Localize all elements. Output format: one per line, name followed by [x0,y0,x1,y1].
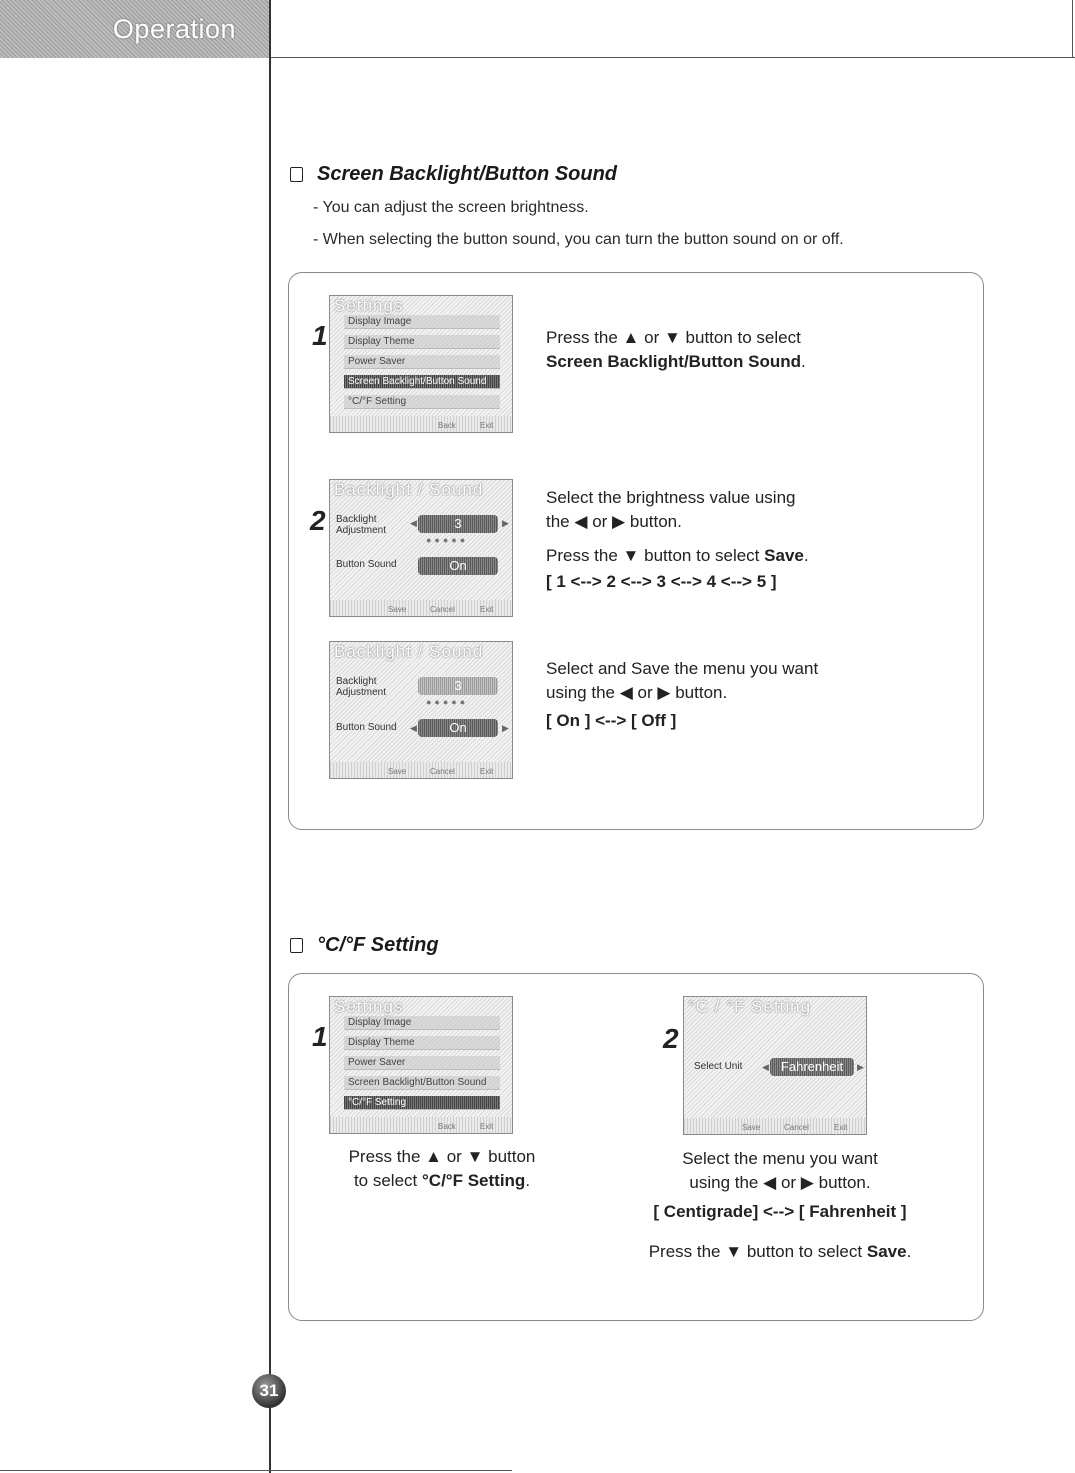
down-arrow-icon: ▼ [622,546,640,565]
step1-instruction: Press the ▲ or ▼ button to select Screen Backlight/Button Sound. [546,328,806,371]
step-number: 1 [312,320,328,351]
left-arrow-icon: ◀ [574,512,588,531]
cf-step2-instruction: Select the menu you want using the ◀ or ▶ button. [ Centigrade] <--> [ Fahrenheit ] Press the ▼ button to select Save. [610,1147,950,1264]
menu-item-cf-setting-selected: °C/°F Setting [344,1096,500,1110]
button-sound-label: Button Sound [336,722,397,733]
right-arrow-icon: ▶ [502,723,509,733]
step2-instruction: Select the brightness value using the ◀ or ▶ button. Press the ▼ button to select Save. [ 1 <--> 2 <--> 3 <--> 4 <--> 5 ] [546,486,966,594]
menu-item-display-theme: Display Theme [344,335,500,349]
up-arrow-icon: ▲ [425,1147,442,1166]
down-arrow-icon: ▼ [725,1242,743,1261]
margin-line [269,0,271,1473]
screen-footer: Save Cancel Exit [330,762,512,778]
screen-title: Backlight / Sound [334,642,484,661]
brightness-range: [ 1 <--> 2 <--> 3 <--> 4 <--> 5 ] [546,572,777,591]
left-arrow-icon: ◀ [762,1062,769,1072]
section-header-tab [0,0,270,58]
checkbox-square-icon [290,938,303,953]
backlight-adjustment-label: Backlight Adjustment [336,514,387,536]
settings-screen [329,996,513,1134]
header-title: Operation [112,13,236,44]
screen-footer: Save Cancel Exit [330,600,512,616]
left-arrow-icon: ◀ [619,683,633,702]
sound-range: [ On ] <--> [ Off ] [546,711,677,730]
backlight-value: 3 [418,515,498,533]
level-dots: ●●●●● [426,697,469,707]
unit-range: [ Centigrade] <--> [ Fahrenheit ] [653,1202,907,1221]
menu-item-power-saver: Power Saver [344,1056,500,1070]
header-right-edge [1072,0,1073,58]
up-arrow-icon: ▲ [622,328,640,347]
button-sound-label: Button Sound [336,559,397,570]
page-number-badge: 31 [252,1374,286,1408]
menu-item-display-theme: Display Theme [344,1036,500,1050]
right-arrow-icon: ▶ [800,1173,814,1192]
screen-footer: Save Cancel Exit [684,1118,866,1134]
select-unit-label: Select Unit [694,1061,743,1072]
section2-title: °C/°F Setting [290,934,439,957]
backlight-sound-screen-2 [329,641,513,779]
step3-instruction: Select and Save the menu you want using the ◀ or ▶ button. [ On ] <--> [ Off ] [546,657,966,733]
level-dots: ●●●●● [426,535,469,545]
down-arrow-icon: ▼ [466,1147,484,1166]
left-arrow-icon: ◀ [763,1173,777,1192]
menu-item-power-saver: Power Saver [344,355,500,369]
unit-value: Fahrenheit [770,1058,854,1076]
menu-item-cf-setting: °C/°F Setting [344,395,500,409]
button-sound-value: On [418,557,498,575]
backlight-value: 3 [418,677,498,695]
cf-setting-screen [683,996,867,1135]
backlight-adjustment-label: Backlight Adjustment [336,676,387,698]
left-arrow-icon: ◀ [410,723,417,733]
right-arrow-icon: ▶ [502,518,509,528]
section1-title: Screen Backlight/Button Sound [290,163,617,186]
menu-item-display-image: Display Image [344,1016,500,1030]
menu-item-display-image: Display Image [344,315,500,329]
checkbox-square-icon [290,167,303,182]
screen-footer: Back Exit [330,416,512,432]
right-arrow-icon: ▶ [612,512,626,531]
screen-title: Settings [334,296,404,315]
settings-screen [329,295,513,433]
section1-desc-2: - When selecting the button sound, you can turn the button sound on or off. [313,231,844,248]
cf-step1-instruction: Press the ▲ or ▼ button to select °C/°F Setting. [348,1147,536,1190]
screen-title: °C / °F Setting [688,997,812,1016]
button-sound-value: On [418,719,498,737]
backlight-sound-screen [329,479,513,617]
menu-item-backlight: Screen Backlight/Button Sound [344,1076,500,1090]
right-arrow-icon: ▶ [857,1062,864,1072]
step-number: 2 [310,505,326,536]
right-arrow-icon: ▶ [657,683,671,702]
screen-title: Settings [334,997,404,1016]
section1-desc-1: - You can adjust the screen brightness. [313,199,589,216]
left-arrow-icon: ◀ [410,518,417,528]
bottom-rule [0,1470,512,1471]
down-arrow-icon: ▼ [663,328,681,347]
screen-footer: Back Exit [330,1117,512,1133]
step-number: 2 [663,1023,679,1054]
header-rule [270,57,1075,58]
step-number: 1 [312,1021,328,1052]
menu-item-backlight-selected: Screen Backlight/Button Sound [344,375,500,389]
screen-title: Backlight / Sound [334,480,484,499]
